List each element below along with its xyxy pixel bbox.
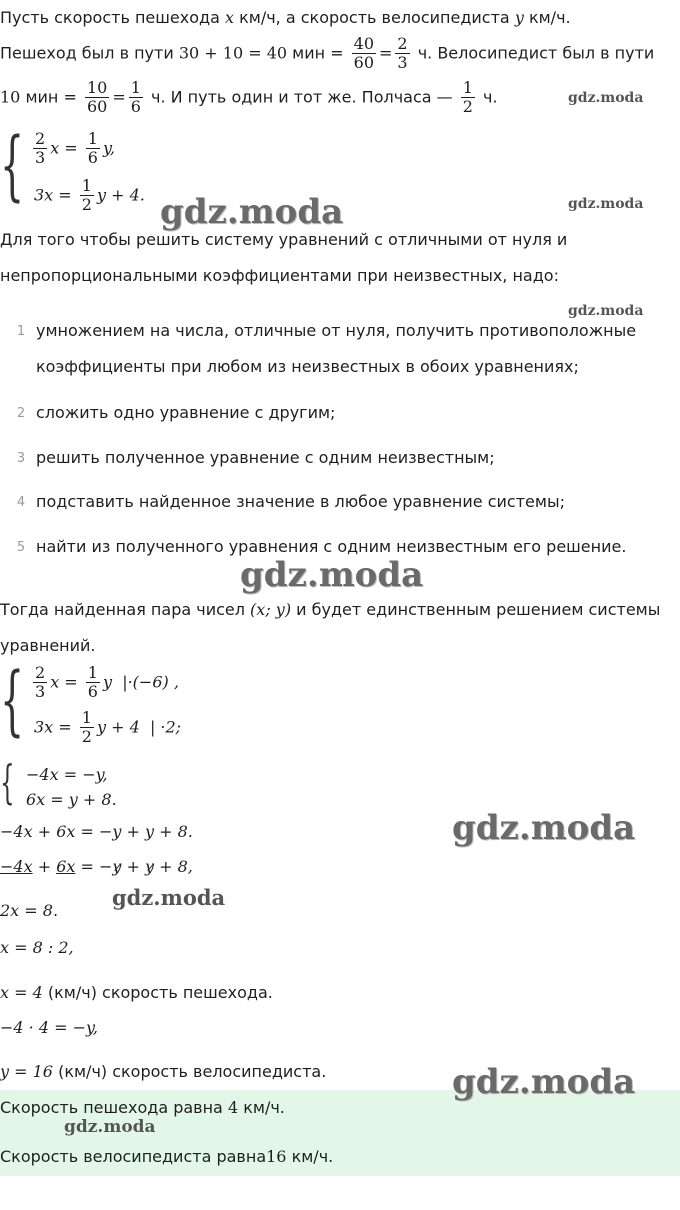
intro-line-1 [0, 8, 571, 27]
text: ч. [477, 87, 498, 107]
numerator: 2 [35, 663, 46, 682]
number: 16 [266, 1147, 287, 1166]
expression: x = [50, 672, 83, 692]
list-item: сложить одно уравнение с другим; [36, 403, 336, 422]
system3-eq2: 6x = y + 8. [26, 790, 117, 809]
fraction [33, 130, 47, 168]
list-item-continued: коэффициенты при любом из неизвестных в обоих уравнениях; [36, 357, 579, 376]
step-4: x = 8 : 2, [0, 938, 74, 957]
cancelled-term: y [145, 857, 155, 876]
watermark: gdz.moda [568, 303, 644, 319]
numerator: 2 [35, 129, 46, 148]
system2-eq2 [34, 709, 181, 747]
numerator: 1 [81, 708, 92, 727]
watermark: gdz.moda [240, 555, 424, 595]
fraction [80, 709, 94, 747]
operator: + 8, [154, 857, 193, 876]
method-line-1: Для того чтобы решить систему уравнений с отличными от нуля и [0, 230, 568, 249]
numerator: 1 [130, 78, 141, 97]
system1-eq2 [34, 177, 145, 215]
system1-eq1 [30, 130, 115, 168]
fraction [86, 664, 100, 702]
list-number: 1 [16, 324, 26, 339]
system-brace: { [0, 120, 25, 209]
list-number: 4 [16, 495, 26, 510]
denominator: 2 [81, 195, 92, 215]
step-2 [0, 857, 193, 876]
text: км/ч. [238, 1098, 285, 1117]
fraction [395, 35, 409, 73]
fraction [85, 79, 109, 117]
list-item: умножением на числа, отличные от нуля, получить противоположные [36, 321, 637, 340]
numerator: 10 [86, 78, 108, 97]
watermark: gdz.moda [452, 1062, 636, 1102]
expression: y + 4. [96, 185, 145, 205]
watermark: gdz.moda [160, 192, 344, 232]
expression: y = 16 [0, 1062, 53, 1081]
number: 10 [0, 87, 21, 107]
list-item: найти из полученного уравнения с одним неизвестным его решение. [36, 537, 627, 556]
system2-eq1 [30, 664, 179, 702]
text: км/ч, а скорость велосипедиста [234, 8, 515, 27]
system-brace: { [0, 755, 15, 809]
step-6: −4 · 4 = −y, [0, 1018, 99, 1037]
number: 4 [227, 1098, 239, 1117]
conclusion-line-2: уравнений. [0, 636, 96, 655]
step-3: 2x = 8. [0, 901, 59, 920]
numerator: 1 [87, 129, 98, 148]
expression: x = 4 [0, 983, 43, 1002]
expression: x = [50, 138, 83, 158]
intro-line-3: 10 мин = $\frac{10}{60}$ = $\frac{1}{6}$ ч. И путь один и тот же. Полчаса — $\frac{1}{2}$ ч. [0, 78, 498, 117]
pair: (x; y) [250, 600, 292, 619]
list-item: подставить найденное значение в любое уравнение системы; [36, 492, 565, 511]
text: и будет единственным решением системы [291, 600, 661, 619]
denominator: 2 [462, 97, 473, 117]
denominator: 60 [353, 53, 375, 73]
denominator: 3 [397, 53, 408, 73]
numerator: 1 [87, 663, 98, 682]
fraction [33, 664, 47, 702]
system-brace: { [0, 655, 25, 744]
expression: 3x = [34, 717, 77, 737]
fraction [352, 35, 376, 73]
method-line-2: непропорциональными коэффициентами при неизвестных, надо: [0, 266, 559, 285]
fraction [86, 130, 100, 168]
fraction [129, 79, 143, 117]
text: Пешеход был в пути [0, 43, 179, 63]
expression: y |·(−6) , [102, 672, 179, 692]
text: км/ч. [286, 1147, 334, 1166]
denominator: 6 [130, 97, 141, 117]
expression: y, [102, 138, 115, 158]
text: (км/ч) скорость пешехода. [42, 983, 273, 1002]
watermark: gdz.moda [568, 90, 644, 106]
text: (км/ч) скорость велосипедиста. [52, 1062, 327, 1081]
var-y: y [514, 8, 524, 27]
numerator: 40 [353, 34, 375, 53]
denominator: 3 [35, 148, 46, 168]
step-1: −4x + 6x = −y + y + 8. [0, 822, 193, 841]
expression: y + 4 | ·2; [96, 717, 182, 737]
step-7 [0, 1062, 326, 1081]
numerator: 1 [462, 78, 473, 97]
fraction [461, 79, 475, 117]
underlined-term: 6x [56, 857, 76, 876]
watermark: gdz.moda [64, 1117, 156, 1137]
cancelled-term: y [112, 857, 122, 876]
numerator: 2 [397, 34, 408, 53]
text: Тогда найденная пара чисел [0, 600, 251, 619]
denominator: 3 [35, 682, 46, 702]
watermark: gdz.moda [568, 196, 644, 212]
text: Скорость пешехода равна [0, 1098, 228, 1117]
operator: + [32, 857, 57, 876]
list-number: 2 [16, 406, 26, 421]
list-item: решить полученное уравнение с одним неизвестным; [36, 448, 495, 467]
step-5 [0, 983, 273, 1002]
watermark: gdz.moda [452, 808, 636, 848]
text: ч. Велосипедист был в пути [412, 43, 655, 63]
denominator: 6 [87, 148, 98, 168]
denominator: 60 [86, 97, 108, 117]
fraction [80, 177, 94, 215]
var-x: x [224, 8, 234, 27]
text: км/ч. [523, 8, 571, 27]
denominator: 6 [87, 682, 98, 702]
expression: 3x = [34, 185, 77, 205]
system3-eq1: −4x = −y, [26, 765, 108, 784]
watermark: gdz.moda [112, 885, 226, 910]
intro-line-2: Пешеход был в пути 30 + 10 = 40 мин = $\frac{40}{60}$ = $\frac{2}{3}$ ч. Велосипедист был в пути [0, 34, 655, 73]
operator: = − [75, 857, 113, 876]
expression: 30 + 10 = 40 [178, 43, 288, 63]
list-number: 3 [16, 451, 26, 466]
text: мин = [20, 87, 82, 107]
underlined-term: −4x [0, 857, 33, 876]
list-number: 5 [16, 540, 26, 555]
numerator: 1 [81, 176, 92, 195]
text: ч. И путь один и тот же. Полчаса — [145, 87, 458, 107]
text: Скорость велосипедиста равна [0, 1147, 267, 1166]
text: мин = [287, 43, 349, 63]
operator: + [121, 857, 145, 876]
answer-2 [0, 1147, 333, 1166]
text: Пусть скорость пешехода [0, 8, 225, 27]
denominator: 2 [81, 727, 92, 747]
answer-1 [0, 1098, 285, 1117]
conclusion-line-1 [0, 600, 660, 619]
